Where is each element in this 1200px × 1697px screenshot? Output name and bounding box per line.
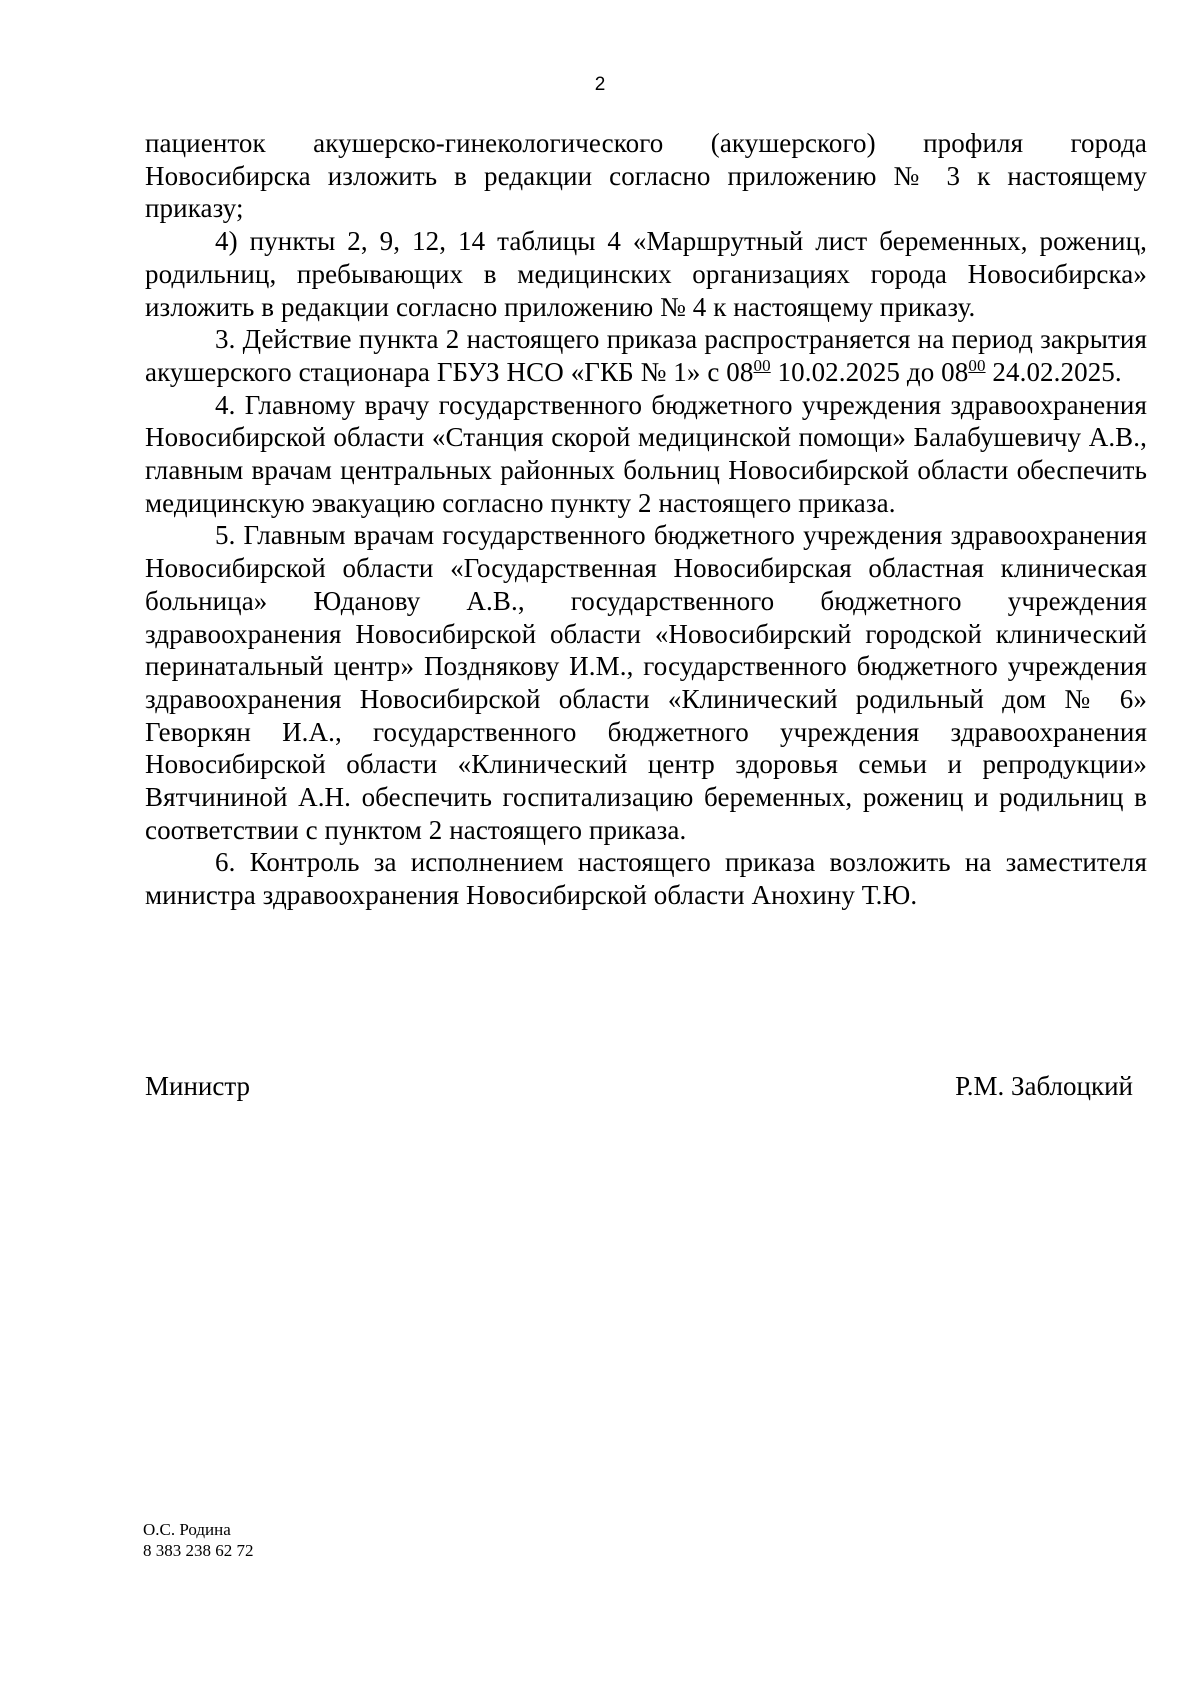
executor-block xyxy=(143,1519,254,1561)
paragraph-clause-6: 6. Контроль за исполнением настоящего приказа возложить на заместителя министра здравоохранения Новосибирской области Анохину Т.Ю. xyxy=(145,847,1147,911)
paragraph-clause-4: 4. Главному врачу государственного бюджетного учреждения здравоохранения Новосибирской области «Станция скорой медицинской помощи» Балабушевичу А.В., главным врачам центральных районных больниц Новосибирской области обеспечить медицинскую эвакуацию согласно пункту 2 настоящего приказа. xyxy=(145,389,1147,518)
time-superscript-start: 00 xyxy=(753,355,771,375)
paragraph-clause-5: 5. Главным врачам государственного бюджетного учреждения здравоохранения Новосибирской области «Государственная Новосибирская областная клиническая больница» Юданову А.В., государственного бюджетного учреждения здравоохранения Новосибирской области «Новосибирский городской клинический перинатальный центр» Позднякову И.М., государственного бюджетного учреждения здравоохранения Новосибирской области «Клинический родильный дом № 6» Геворкян И.А., государственного бюджетного учреждения здравоохранения Новосибирской области «Клинический центр здоровья семьи и репродукции» Вятчининой А.Н. обеспечить госпитализацию беременных, рожениц и родильниц в соответствии с пунктом 2 настоящего приказа. xyxy=(145,520,1147,845)
paragraph-item-4: 4) пункты 2, 9, 12, 14 таблицы 4 «Маршрутный лист беременных, рожениц, родильниц, пребывающих в медицинских организациях города Новосибирска» изложить в редакции согласно приложению № 4 к настоящему приказу. xyxy=(145,226,1147,322)
paragraph-clause-3 xyxy=(145,323,1147,388)
clause-3-text-a: 3. Действие пункта 2 настоящего приказа распространяется на период закрытия акушерского стационара ГБУЗ НСО «ГКБ № 1» с 08 xyxy=(145,324,1147,387)
page-number: 2 xyxy=(594,74,606,95)
signatory-position: Министр xyxy=(145,1071,250,1101)
time-superscript-end: 00 xyxy=(968,355,986,375)
document-body xyxy=(145,127,1147,912)
clause-3-text-c: 24.02.2025. xyxy=(985,356,1122,387)
clause-3-text-b: 10.02.2025 до 08 xyxy=(770,356,969,387)
paragraph-continuation: пациенток акушерско-гинекологического (акушерского) профиля города Новосибирска изложить в редакции согласно приложению № 3 к настоящему приказу; xyxy=(145,128,1147,224)
executor-phone: 8 383 238 62 72 xyxy=(143,1541,254,1560)
signatory-name: Р.М. Заблоцкий xyxy=(955,1071,1133,1101)
executor-name: О.С. Родина xyxy=(143,1520,231,1539)
